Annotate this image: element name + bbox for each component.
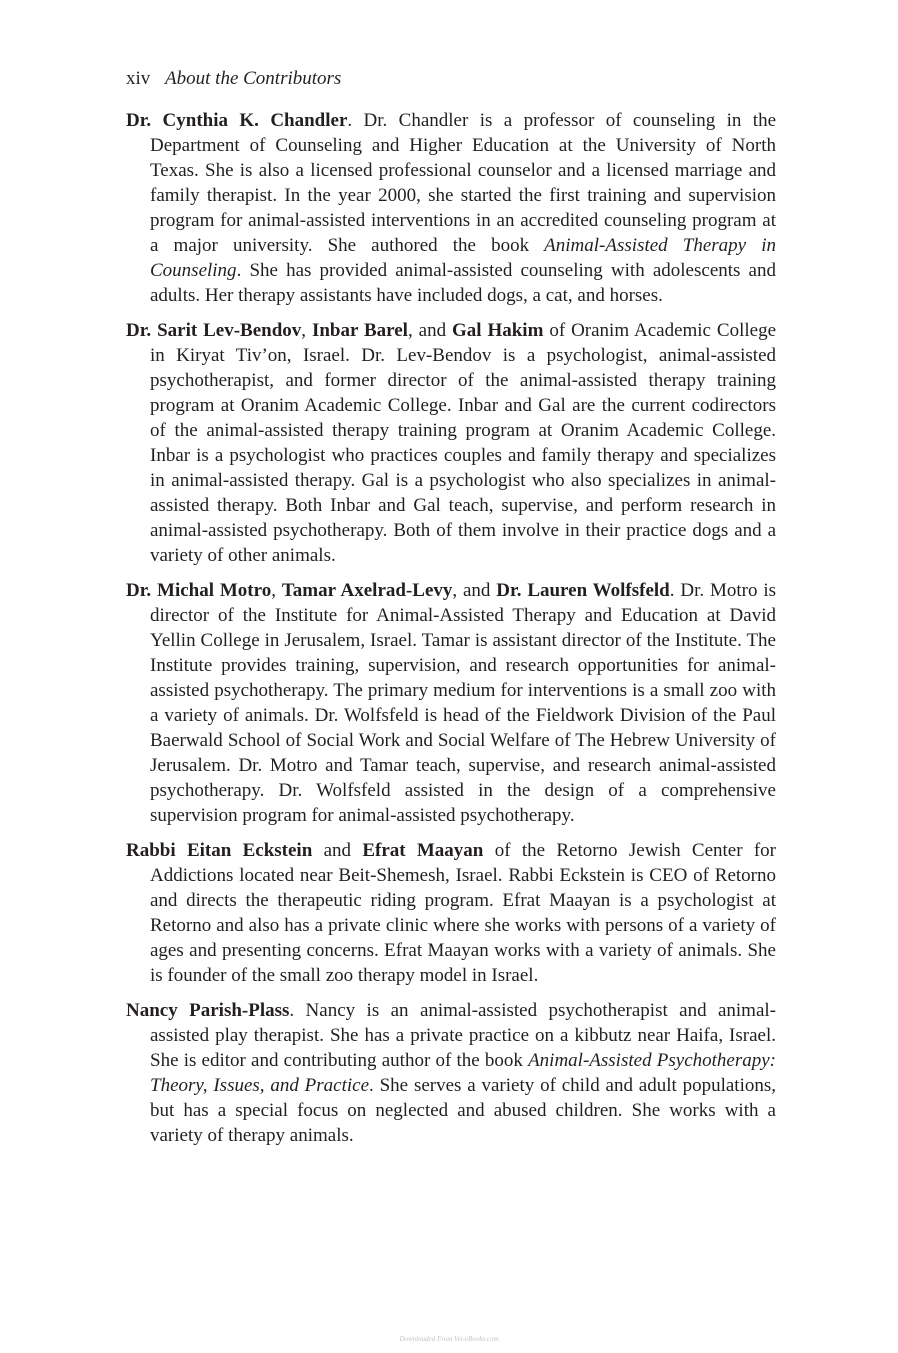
contributor-entry-retorno — [126, 838, 776, 988]
book-title: Animal-Assisted Therapy in Counseling — [150, 235, 776, 281]
entry-text: . Dr. Chandler is a professor of counseling in the Department of Counseling and Higher Education at the University of North Texas. She is also a licensed professional counselor and a licensed marriage and family therapist. In the year 2000, she started the first training and supervision program for animal-assisted interventions in an accredited counseling program at a major university. She authored the book — [150, 110, 776, 256]
entry-text: . Nancy is an animal-assisted psychotherapist and animal-assisted play therapist. She has a private practice on a kibbutz near Haifa, Israel. She is editor and contributing author of the book — [150, 1000, 777, 1071]
contributor-name: Dr. Michal Motro — [126, 580, 272, 601]
contributor-name: Dr. Cynthia K. Chandler — [126, 110, 348, 131]
contributor-entry-oranim — [126, 318, 776, 568]
contributor-list — [126, 108, 776, 1158]
contributor-entry-chandler — [126, 108, 776, 308]
contributor-name: Efrat Maayan — [362, 840, 484, 861]
entry-text: and — [312, 840, 363, 861]
entry-text: , and — [407, 320, 452, 341]
download-watermark: Downloaded From Vet-eBooks.com — [399, 1335, 499, 1343]
entry-text: . She has provided animal-assisted counseling with adolescents and adults. Her therapy assistants have included dogs, a cat, and horses. — [150, 260, 776, 306]
contributor-entry-parish-plass — [126, 998, 776, 1148]
entry-text: . She serves a variety of child and adult populations, but has a special focus on neglected and abused children. She works with a variety of therapy animals. — [150, 1075, 777, 1146]
entry-text: of the Retorno Jewish Center for Addictions located near Beit-Shemesh, Israel. Rabbi Eckstein is CEO of Retorno and directs the therapeutic riding program. Efrat Maayan is a psychologist at Retorno and also has a private clinic where she works with persons of a variety of ages and presenting concerns. Efrat Maayan works with a variety of animals. She is founder of the small zoo therapy model in Israel. — [150, 840, 776, 986]
entry-text: , and — [452, 580, 497, 601]
page-number: xiv — [126, 68, 151, 89]
section-title: About the Contributors — [165, 68, 342, 89]
entry-text: . Dr. Motro is director of the Institute for Animal-Assisted Therapy and Education at David Yellin College in Jerusalem, Israel. Tamar is assistant director of the Institute. The Institute provides training, supervision, and research opportunities for animal-assisted psychotherapy. The primary medium for interventions is a small zoo with a variety of animals. Dr. Wolfsfeld is head of the Fieldwork Division of the Paul Baerwald School of Social Work and Social Welfare of The Hebrew University of Jerusalem. Dr. Motro and Tamar teach, supervise, and research animal-assisted psychotherapy. Dr. Wolfsfeld assisted in the design of a comprehensive supervision program for animal-assisted psychotherapy. — [150, 580, 776, 826]
entry-text: of Oranim Academic College in Kiryat Tiv’on, Israel. Dr. Lev-Bendov is a psychologist, animal-assisted psychotherapist, and former director of the animal-assisted therapy training program at Oranim Academic College. Inbar and Gal are the current codirectors of the animal-assisted therapy training program at Oranim Academic College. Inbar is a psychologist who practices couples and family therapy and specializes in animal-assisted therapy. Gal is a psychologist who also specializes in animal-assisted therapy. Both Inbar and Gal teach, supervise, and perform research in animal-assisted psychotherapy. Both of them involve in their practice dogs and a variety of other animals. — [150, 320, 777, 566]
contributor-name: Gal Hakim — [451, 320, 544, 341]
entry-text: , — [271, 580, 282, 601]
contributor-name: Rabbi Eitan Eckstein — [126, 840, 313, 861]
contributor-name: Dr. Sarit Lev-Bendov — [126, 320, 302, 341]
book-title: Animal-Assisted Psychotherapy: Theory, Issues, and Practice — [150, 1050, 776, 1096]
contributor-name: Tamar Axelrad-Levy — [281, 580, 453, 601]
contributor-name: Nancy Parish-Plass — [126, 1000, 290, 1021]
entry-text: , — [301, 320, 312, 341]
contributor-entry-david-yellin — [126, 578, 776, 828]
contributor-name: Inbar Barel — [311, 320, 408, 341]
contributor-name: Dr. Lauren Wolfsfeld — [496, 580, 670, 601]
running-head — [126, 66, 341, 92]
